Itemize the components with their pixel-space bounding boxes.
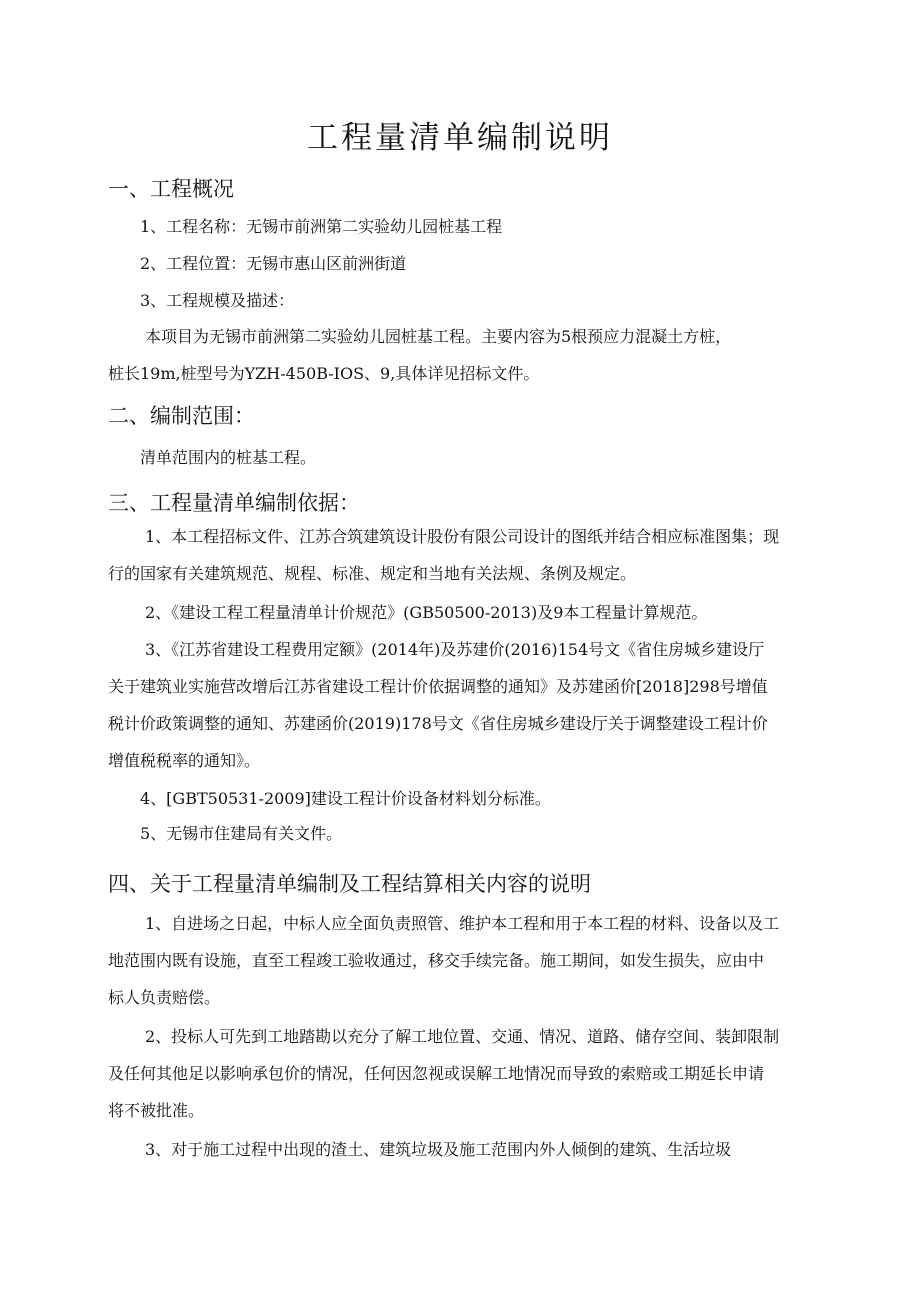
s4-item-1-line-1: 1、自进场之日起，中标人应全面负责照管、维护本工程和用于本工程的材料、设备以及工 xyxy=(145,914,780,933)
s1-item-3: 3、工程规模及描述： xyxy=(140,291,295,310)
s4-item-1-line-2: 地范围内既有设施，直至工程竣工验收通过，移交手续完备。施工期间，如发生损失，应由中 xyxy=(108,951,765,970)
s3-item-3-line-1: 3、《江苏省建设工程费用定额》(2014年)及苏建价(2016)154号文《省住房城乡建设厅 xyxy=(145,640,765,659)
s3-item-5: 5、无锡市住建局有关文件。 xyxy=(140,824,343,843)
s1-item-2: 2、工程位置：无锡市惠山区前洲街道 xyxy=(140,254,407,273)
page-title: 工程量清单编制说明 xyxy=(307,120,613,156)
s4-item-2-line-1: 2、投标人可先到工地踏勘以充分了解工地位置、交通、情况、道路、储存空间、装卸限制 xyxy=(145,1027,780,1046)
s4-item-2-line-3: 将不被批准。 xyxy=(108,1101,205,1120)
section-3-heading: 三、工程量清单编制依据： xyxy=(108,491,360,515)
s4-item-1-line-3: 标人负责赔偿。 xyxy=(108,988,221,1007)
section-2-heading: 二、编制范围： xyxy=(108,404,255,428)
section-4-heading: 四、关于工程量清单编制及工程结算相关内容的说明 xyxy=(108,872,591,896)
s4-item-3-line-1: 3、对于施工过程中出现的渣土、建筑垃圾及施工范围内外人倾倒的建筑、生活垃圾 xyxy=(145,1140,732,1159)
s3-item-1-line-1: 1、本工程招标文件、江苏合筑建筑设计股份有限公司设计的图纸并结合相应标准图集；现 xyxy=(145,527,780,546)
s3-item-2: 2、《建设工程工程量清单计价规范》(GB50500-2013)及9本工程量计算规范。 xyxy=(145,603,708,622)
s1-desc-line-1: 本项目为无锡市前洲第二实验幼儿园桩基工程。主要内容为5根预应力混凝土方桩， xyxy=(145,327,732,346)
s2-text: 清单范围内的桩基工程。 xyxy=(140,448,317,467)
s1-desc-line-2: 桩长19m,桩型号为YZH-450B-IOS、9,具体详见招标文件。 xyxy=(108,364,540,383)
s3-item-3-line-2: 关于建筑业实施营改增后江苏省建设工程计价依据调整的通知》及苏建函价[2018]298号增值 xyxy=(108,677,768,696)
s4-item-2-line-2: 及任何其他足以影响承包价的情况，任何因忽视或误解工地情况而导致的索赔或工期延长申请 xyxy=(108,1064,765,1083)
s3-item-4: 4、[GBT50531-2009]建设工程计价设备材料划分标准。 xyxy=(140,789,551,808)
s3-item-3-line-3: 税计价政策调整的通知、苏建函价(2019)178号文《省住房城乡建设厅关于调整建设工程计价 xyxy=(108,714,768,733)
s1-item-1: 1、工程名称：无锡市前洲第二实验幼儿园桩基工程 xyxy=(140,217,503,236)
section-1-heading: 一、工程概况 xyxy=(108,177,234,201)
s3-item-3-line-4: 增值税税率的通知》。 xyxy=(108,751,261,770)
s3-item-1-line-2: 行的国家有关建筑规范、规程、标准、规定和当地有关法规、条例及规定。 xyxy=(108,564,637,583)
